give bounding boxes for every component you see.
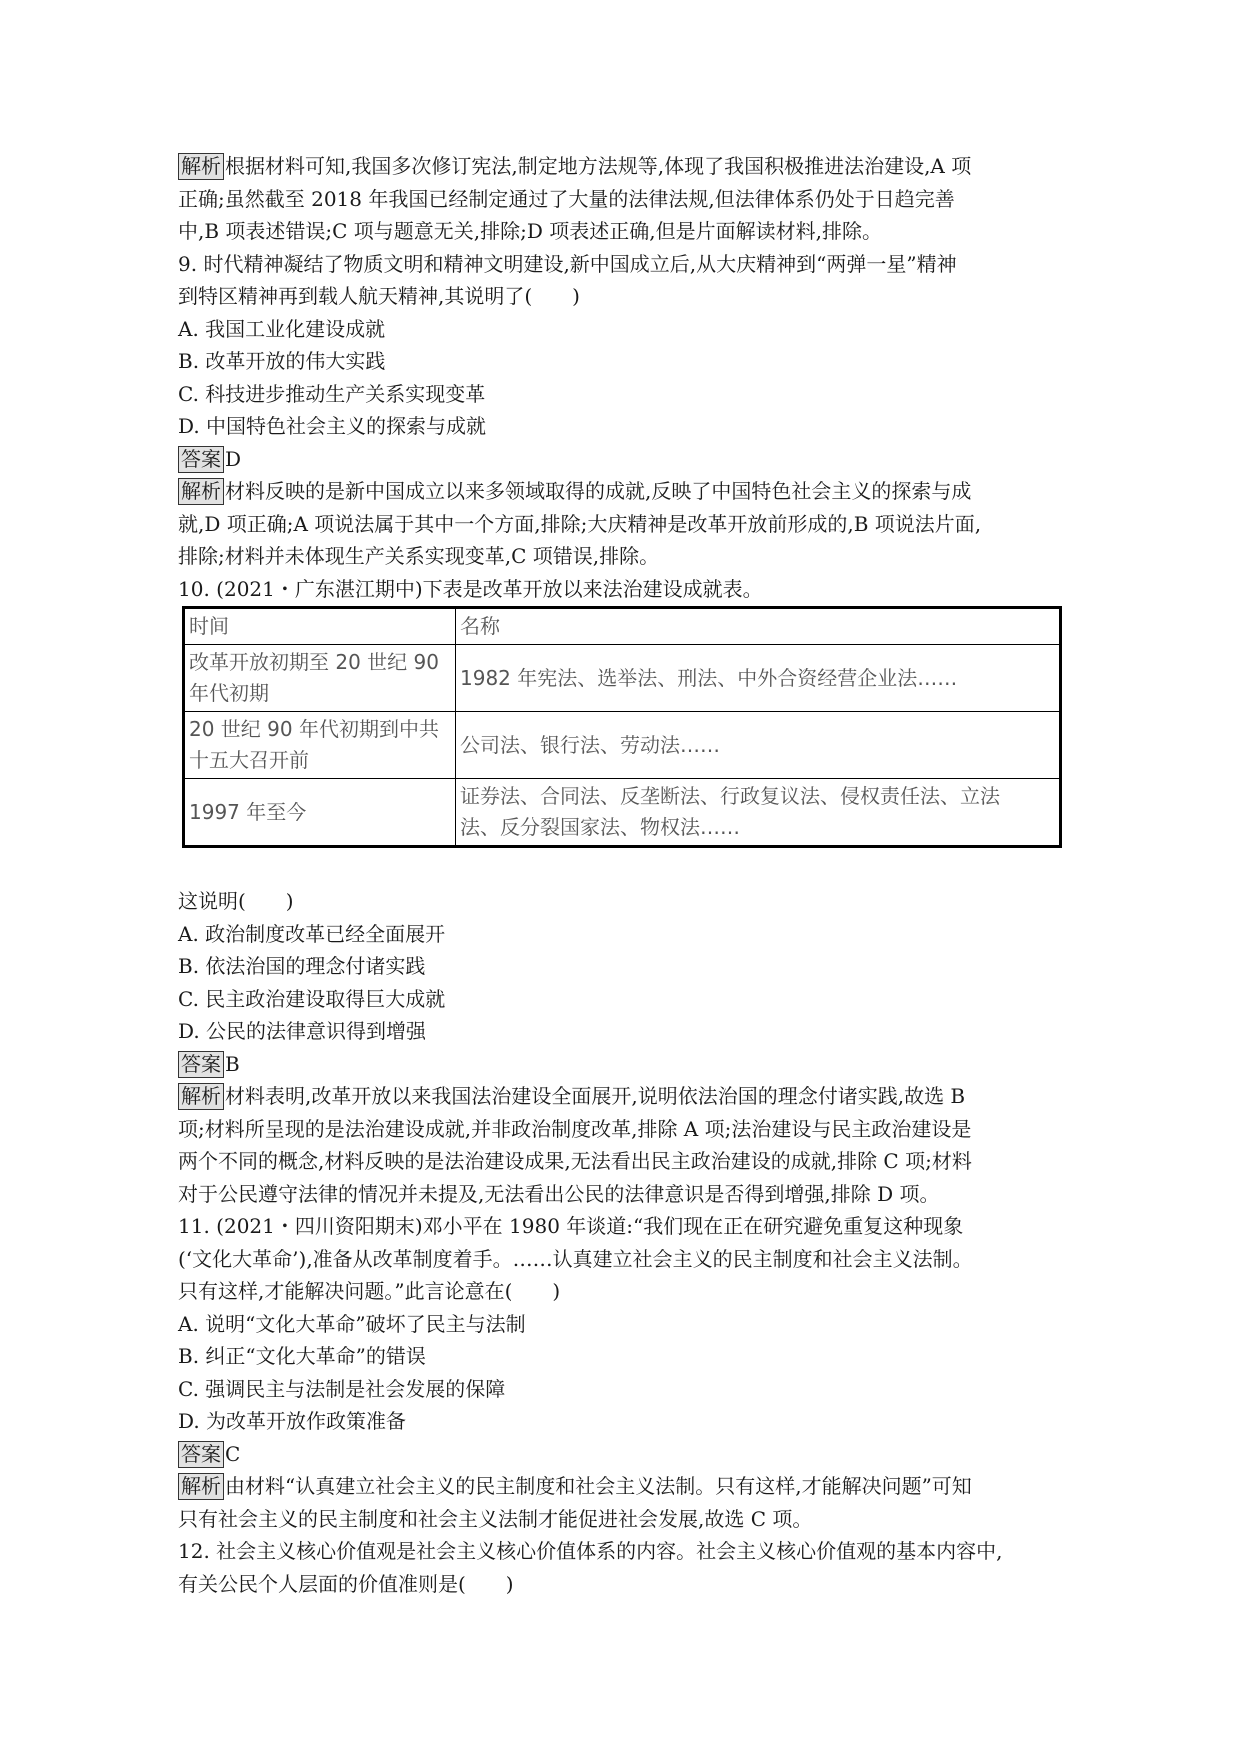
- analysis-tag: 解析: [178, 478, 224, 505]
- analysis-line: 排除;材料并未体现生产关系实现变革,C 项错误,排除。: [178, 544, 660, 568]
- answer-line: [178, 1048, 1098, 1081]
- table-cell-time: [184, 779, 456, 847]
- table-cell-name: [456, 779, 1061, 847]
- analysis-text: 材料表明,改革开放以来我国法治建设全面展开,说明依法治国的理念付诸实践,故选 B: [225, 1084, 966, 1108]
- analysis-line: 正确;虽然截至 2018 年我国已经制定通过了大量的法律法规,但法律体系仍处于日趋完善: [178, 186, 955, 211]
- table-header-row: [184, 608, 1061, 645]
- cell-line: 十五大召开前: [189, 748, 309, 772]
- analysis-line: 中,B 项表述错误;C 项与题意无关,排除;D 项表述正确,但是片面解读材料,排除。: [178, 219, 883, 243]
- cell-line: 证券法、合同法、反垄断法、行政复议法、侵权责任法、立法: [460, 784, 1000, 808]
- cell-line: 改革开放初期至 20 世纪 90: [189, 650, 439, 674]
- analysis-line: [178, 150, 1078, 183]
- option-b: B. 纠正“文化大革命”的错误: [178, 1344, 426, 1368]
- table-cell-name: [456, 645, 1061, 712]
- question-stem: 到特区精神再到载人航天精神,其说明了( ): [178, 284, 580, 308]
- analysis-line: [178, 475, 1078, 508]
- option-a: A. 我国工业化建设成就: [178, 316, 386, 341]
- option-b: B. 改革开放的伟大实践: [178, 349, 386, 373]
- analysis-line: 就,D 项正确;A 项说法属于其中一个方面,排除;大庆精神是改革开放前形成的,B 项说法片面,: [178, 511, 982, 536]
- table-cell-name: [456, 712, 1061, 779]
- analysis-text: 由材料“认真建立社会主义的民主制度和社会主义法制。只有这样,才能解决问题”可知: [225, 1474, 972, 1498]
- answer-line: [178, 443, 1078, 476]
- option-c: C. 民主政治建设取得巨大成就: [178, 986, 446, 1011]
- answer-value: D: [225, 446, 242, 471]
- table-row: [184, 779, 1061, 847]
- cell-line: 公司法、银行法、劳动法……: [460, 732, 720, 757]
- cell-line: 1982 年宪法、选举法、刑法、中外合资经营企业法……: [460, 665, 958, 690]
- analysis-line: 两个不同的概念,材料反映的是法治建设成果,无法看出民主政治建设的成就,排除 C 项;材料: [178, 1149, 972, 1173]
- answer-value: C: [225, 1441, 241, 1466]
- answer-tag: 答案: [178, 1051, 224, 1078]
- answer-tag: 答案: [178, 446, 224, 473]
- question-prompt: 这说明( ): [178, 889, 294, 913]
- table-row: [184, 645, 1061, 712]
- answer-value: B: [225, 1051, 240, 1076]
- option-b: B. 依法治国的理念付诸实践: [178, 954, 426, 978]
- answer-line: [178, 1438, 1098, 1471]
- cell-line: 1997 年至今: [189, 799, 307, 824]
- question-stem: 11. (2021・四川资阳期末)邓小平在 1980 年谈道:“我们现在正在研究避免重复这种现象: [178, 1214, 964, 1238]
- analysis-tag: 解析: [178, 1473, 224, 1500]
- cell-line: 年代初期: [189, 681, 269, 705]
- option-c: C. 强调民主与法制是社会发展的保障: [178, 1376, 506, 1401]
- analysis-line: [178, 1080, 1098, 1113]
- analysis-text: 根据材料可知,我国多次修订宪法,制定地方法规等,体现了我国积极推进法治建设,A 项: [225, 154, 972, 178]
- option-a: A. 政治制度改革已经全面展开: [178, 921, 446, 946]
- analysis-line: [178, 1470, 1098, 1503]
- option-c: C. 科技进步推动生产关系实现变革: [178, 381, 486, 406]
- answer-tag: 答案: [178, 1441, 224, 1468]
- page-top: [178, 150, 1078, 605]
- question-stem: 只有这样,才能解决问题。”此言论意在( ): [178, 1279, 561, 1303]
- option-d: D. 为改革开放作政策准备: [178, 1409, 407, 1433]
- analysis-line: 对于公民遵守法律的情况并未提及,无法看出公民的法律意识是否得到增强,排除 D 项。: [178, 1181, 940, 1206]
- analysis-tag: 解析: [178, 1083, 224, 1110]
- option-d: D. 公民的法律意识得到增强: [178, 1019, 427, 1043]
- question-stem: 9. 时代精神凝结了物质文明和精神文明建设,新中国成立后,从大庆精神到“两弹一星”精神: [178, 251, 957, 276]
- analysis-text: 材料反映的是新中国成立以来多领域取得的成就,反映了中国特色社会主义的探索与成: [225, 479, 972, 503]
- achievement-table: [182, 606, 1062, 848]
- cell-line: 20 世纪 90 年代初期到中共: [189, 717, 439, 741]
- table-cell-time: [184, 645, 456, 712]
- question-stem: 12. 社会主义核心价值观是社会主义核心价值体系的内容。社会主义核心价值观的基本内容中,: [178, 1539, 1003, 1563]
- cell-line: 法、反分裂国家法、物权法……: [460, 815, 740, 839]
- analysis-line: 只有社会主义的民主制度和社会主义法制才能促进社会发展,故选 C 项。: [178, 1506, 813, 1531]
- question-stem: 有关公民个人层面的价值准则是( ): [178, 1571, 514, 1596]
- option-a: A. 说明“文化大革命”破坏了民主与法制: [178, 1311, 526, 1336]
- analysis-line: 项;材料所呈现的是法治建设成就,并非政治制度改革,排除 A 项;法治建设与民主政治建设是: [178, 1116, 972, 1141]
- table-cell-time: [184, 712, 456, 779]
- question-stem: 10. (2021・广东湛江期中)下表是改革开放以来法治建设成就表。: [178, 576, 763, 601]
- table-header-cell: 时间: [184, 608, 456, 645]
- option-d: D. 中国特色社会主义的探索与成就: [178, 414, 487, 438]
- question-stem: (‘文化大革命’),准备从改革制度着手。……认真建立社会主义的民主制度和社会主义法制。: [178, 1246, 973, 1271]
- page-bottom: [178, 885, 1098, 1600]
- table-row: [184, 712, 1061, 779]
- table-header-cell: 名称: [456, 608, 1061, 645]
- analysis-tag: 解析: [178, 153, 224, 180]
